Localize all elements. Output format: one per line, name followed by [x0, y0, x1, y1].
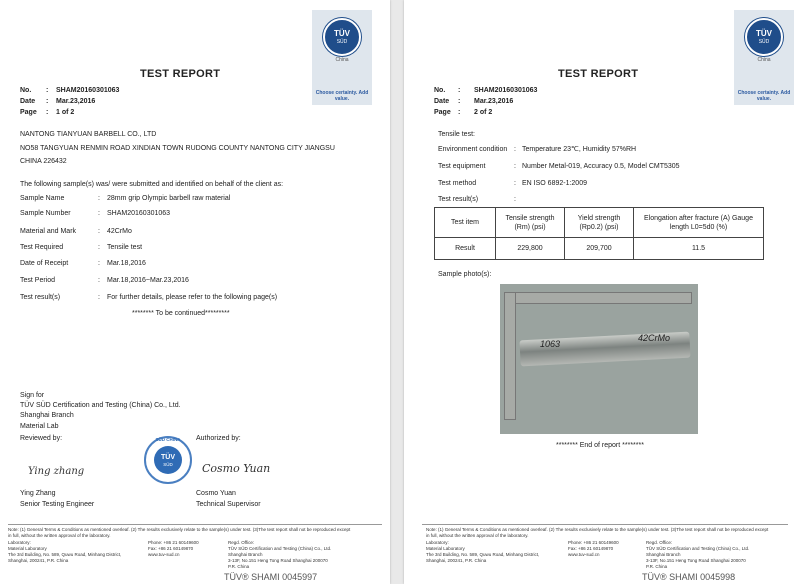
condition-value: EN ISO 6892-1:2009	[522, 180, 587, 187]
field-value: 42CrMo	[107, 228, 132, 235]
colon: :	[98, 277, 100, 284]
report-page-1	[0, 0, 390, 584]
colon: :	[98, 228, 100, 235]
footer-regd-3: Shanghai Branch	[646, 552, 681, 557]
footer-lab-4: Shanghai, 200241, P.R. China	[8, 558, 69, 563]
report-title: TEST REPORT	[140, 68, 221, 80]
report-number: SHAM20160301063	[56, 87, 120, 94]
sample-mark-grade: 42CrMo	[638, 333, 671, 343]
condition-label: Test method	[438, 180, 477, 187]
footer-lab-3: The 3rd Building, No. 589, Quwu Road, Minhang District,	[426, 552, 540, 557]
footer-lab-4: Shanghai, 200241, P.R. China	[426, 558, 487, 563]
field-label: Test Required	[20, 244, 64, 251]
field-label: Test result(s)	[20, 294, 61, 301]
intro-text: The following sample(s) was/ were submitted and identified on behalf of the client as:	[20, 181, 284, 188]
sample-mark-number: 1063	[540, 339, 561, 349]
colon: :	[458, 98, 461, 105]
table-header-item: Test item	[435, 208, 496, 238]
report-date: Mar.23,2016	[56, 98, 96, 105]
end-of-report: ******** End of report ********	[556, 442, 644, 449]
table-row	[435, 238, 764, 260]
colon: :	[98, 294, 100, 301]
footer-regd-3: Shanghai Branch	[228, 552, 263, 557]
footer-fax: Fax: +86 21 60149870	[148, 546, 194, 551]
colon: :	[46, 98, 49, 105]
client-name: NANTONG TIANYUAN BARBELL CO., LTD	[20, 131, 157, 138]
footer-fax: Fax: +86 21 60149870	[568, 546, 614, 551]
photo-label: Sample photo(s):	[438, 271, 492, 278]
footer-regd-2: TÜV SÜD Certification and Testing (China) Co., Ltd.	[228, 546, 332, 551]
footer-lab-1: Laboratory:	[426, 540, 449, 545]
footer-divider	[8, 524, 382, 525]
field-value: Tensile test	[107, 244, 143, 251]
yield-value: 209,700	[565, 238, 634, 260]
sign-company: TÜV SÜD Certification and Testing (China) Co., Ltd.	[20, 402, 181, 409]
tuv-seal-icon: TÜV SÜD	[323, 18, 361, 56]
colon: :	[458, 109, 461, 116]
colon: :	[98, 260, 100, 267]
footer-web: www.tuv-sud.cn	[148, 552, 180, 557]
footer-note: Note: (1) General Terms & Conditions as mentioned overleaf. (2) The results exclusively relate to the sample(s) under test. (3)The test report shall not be reproduced except in full, without the written approval of the laboratory.	[426, 527, 769, 538]
page-label: Page	[20, 109, 37, 116]
colon: :	[514, 163, 516, 170]
colon: :	[98, 244, 100, 251]
logo-region: China	[757, 57, 771, 63]
company-seal-stamp: SÜD CHINA TÜV SÜD	[144, 436, 192, 484]
field-label: Date of Receipt	[20, 260, 69, 267]
footer-lab-2: Material Laboratory	[8, 546, 47, 551]
table-header-yield: Yield strength (Rp0.2) (psi)	[565, 208, 634, 238]
colon: :	[458, 87, 461, 94]
field-label: Material and Mark	[20, 228, 77, 235]
client-address-line1: NO58 TANGYUAN RENMIN ROAD XINDIAN TOWN RUDONG COUNTY NANTONG CITY JIANGSU	[20, 145, 335, 152]
page-label: Page	[434, 109, 451, 116]
field-value: SHAM20160301063	[107, 210, 171, 217]
sign-lab: Material Lab	[20, 423, 59, 430]
footer-lab-2: Material Laboratory	[426, 546, 465, 551]
tuv-logo	[734, 10, 794, 105]
report-page-2	[404, 0, 800, 584]
tuv-logo	[312, 10, 372, 105]
authorizer-name: Cosmo Yuan	[196, 490, 236, 497]
reviewed-by-label: Reviewed by:	[20, 435, 63, 442]
report-title: TEST REPORT	[558, 68, 639, 80]
colon: :	[46, 87, 49, 94]
authorizer-title: Technical Supervisor	[196, 501, 261, 508]
field-label: Sample Name	[20, 195, 65, 202]
condition-label: Test result(s)	[438, 196, 479, 203]
ruler-vertical	[504, 292, 516, 420]
condition-label: Environment condition	[438, 146, 508, 153]
table-row-label: Result	[435, 238, 496, 260]
footer-serial: TÜV® SHAMI 0045998	[642, 572, 736, 582]
no-label: No.	[20, 87, 32, 94]
authorized-by-label: Authorized by:	[196, 435, 241, 442]
condition-value: Number Metal-019, Accuracy 0.5, Model CMT5305	[522, 163, 680, 170]
ruler-horizontal	[504, 292, 692, 304]
no-label: No.	[434, 87, 446, 94]
field-value: Mar.18,2016~Mar.23,2016	[107, 277, 189, 284]
footer-lab-1: Laboratory:	[8, 540, 31, 545]
footer-note: Note: (1) General Terms & Conditions as mentioned overleaf. (2) The results exclusively relate to the sample(s) under test. (3)The test report shall not be reproduced except in full, without the written approval of the laboratory.	[8, 527, 351, 538]
footer-regd-4: 3-13F, No.151 Heng Tong Road Shanghai 200070	[646, 558, 746, 563]
logo-tagline: Choose certainty. Add value.	[315, 90, 369, 102]
results-table	[434, 207, 764, 260]
continued-note: ******** To be continued*********	[132, 310, 230, 317]
footer-lab-3: The 3rd Building, No. 589, Quwu Road, Minhang District,	[8, 552, 122, 557]
table-header-elongation: Elongation after fracture (A) Gauge length L0=5d0 (%)	[634, 208, 764, 238]
condition-label: Test equipment	[438, 163, 486, 170]
sign-for: Sign for	[20, 392, 45, 399]
authorizer-signature: Cosmo Yuan	[202, 462, 271, 475]
report-date: Mar.23,2016	[474, 98, 514, 105]
elongation-value: 11.5	[634, 238, 764, 260]
field-value: Mar.18,2016	[107, 260, 146, 267]
field-label: Sample Number	[20, 210, 71, 217]
field-label: Test Period	[20, 277, 56, 284]
client-address-line2: CHINA 226432	[20, 158, 67, 165]
tuv-seal-icon: TÜV SÜD	[745, 18, 783, 56]
field-value: 28mm grip Olympic barbell raw material	[107, 195, 231, 202]
date-label: Date	[434, 98, 450, 105]
logo-region: China	[335, 57, 349, 63]
footer-web: www.tuv-sud.cn	[568, 552, 600, 557]
section-title: Tensile test:	[438, 131, 475, 138]
page-number: 1 of 2	[56, 109, 75, 116]
field-value: For further details, please refer to the following page(s)	[107, 294, 278, 301]
reviewer-title: Senior Testing Engineer	[20, 501, 95, 508]
colon: :	[46, 109, 49, 116]
reviewer-signature: Ying zhang	[28, 466, 85, 477]
footer-regd-5: P.R. China	[228, 564, 250, 569]
colon: :	[514, 180, 516, 187]
colon: :	[514, 196, 516, 203]
sample-photo	[500, 284, 698, 434]
footer-phone: Phone: +86 21 60149600	[148, 540, 199, 545]
condition-value: Temperature 23℃, Humidity 57%RH	[522, 146, 637, 153]
footer-divider	[422, 524, 788, 525]
reviewer-name: Ying Zhang	[20, 490, 56, 497]
tensile-value: 229,800	[496, 238, 565, 260]
colon: :	[98, 210, 100, 217]
table-header-tensile: Tensile strength (Rm) (psi)	[496, 208, 565, 238]
footer-regd-5: P.R. China	[646, 564, 668, 569]
footer-serial: TÜV® SHAMI 0045997	[224, 572, 318, 582]
sign-branch: Shanghai Branch	[20, 412, 74, 419]
footer-regd-4: 3-13F, No.151 Heng Tong Road Shanghai 200070	[228, 558, 328, 563]
page-number: 2 of 2	[474, 109, 493, 116]
report-number: SHAM20160301063	[474, 87, 538, 94]
colon: :	[514, 146, 516, 153]
colon: :	[98, 195, 100, 202]
footer-regd-2: TÜV SÜD Certification and Testing (China) Co., Ltd.	[646, 546, 750, 551]
footer-regd-1: Regd. Office:	[646, 540, 673, 545]
footer-regd-1: Regd. Office:	[228, 540, 255, 545]
footer-phone: Phone: +86 21 60149600	[568, 540, 619, 545]
date-label: Date	[20, 98, 36, 105]
logo-tagline: Choose certainty. Add value.	[737, 90, 791, 102]
